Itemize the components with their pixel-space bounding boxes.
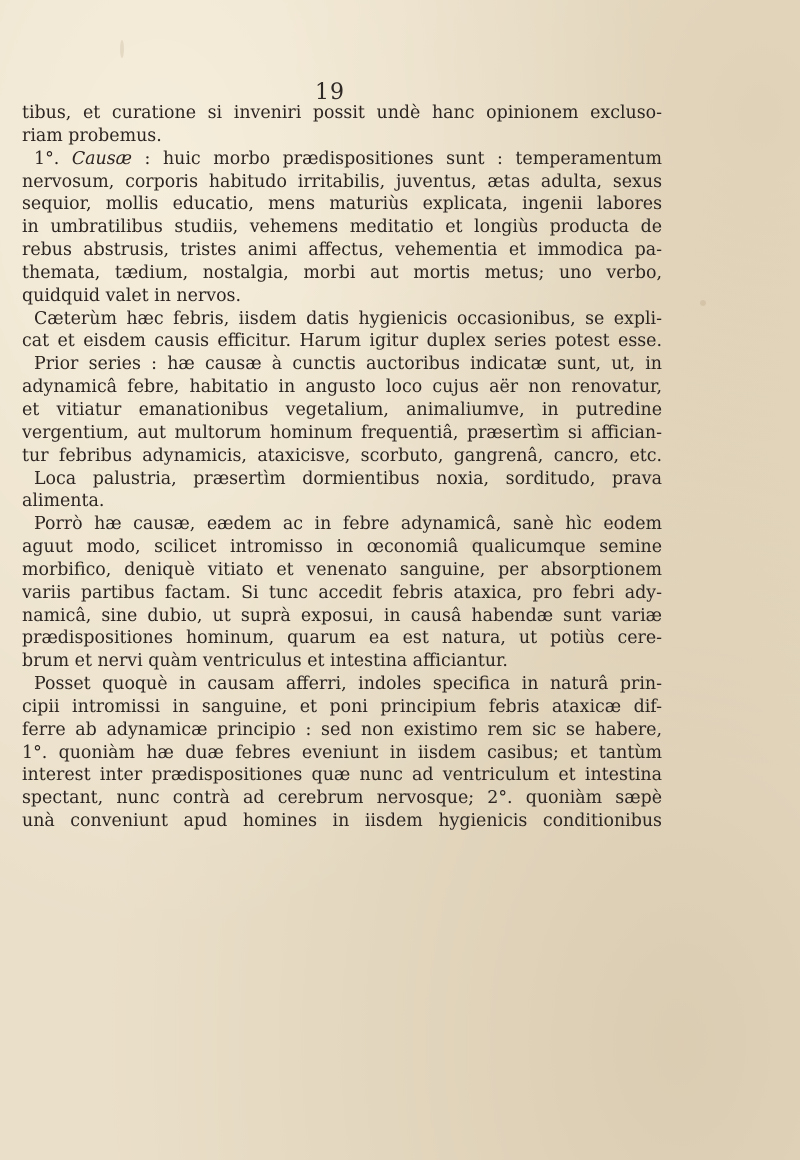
section-heading: Causæ xyxy=(71,148,132,169)
text-line: tibus, et curatione si inveniri possit undè hanc opinionem excluso- xyxy=(22,103,662,123)
text-line: Prior series : hæ causæ à cunctis auctoribus indicatæ sunt, ut, in xyxy=(34,354,662,375)
paper-mark xyxy=(120,40,124,58)
text-line: Posset quoquè in causam afferri, indoles specifica in naturâ prin- xyxy=(34,674,662,695)
text-line: variis partibus factam. Si tunc accedit febris ataxica, pro febri ady- xyxy=(22,582,662,603)
section-number: 1°. xyxy=(34,148,72,169)
text-line: spectant, nunc contrà ad cerebrum nervosque; 2°. quoniàm sæpè xyxy=(22,788,662,809)
text-line: prædispositiones hominum, quarum ea est natura, ut potiùs cere- xyxy=(22,628,662,649)
text-line: Cæterùm hæc febris, iisdem datis hygienicis occasionibus, se expli- xyxy=(34,308,662,329)
text-line: themata, tædium, nostalgia, morbi aut mortis metus; uno verbo, xyxy=(22,262,662,283)
text-line: adynamicâ febre, habitatio in angusto loco cujus aër non renovatur, xyxy=(22,377,662,398)
text-line: tur febribus adynamicis, ataxicisve, scorbuto, gangrenâ, cancro, etc. xyxy=(22,445,662,466)
paper-spot xyxy=(700,300,706,306)
text-fragment: : huic morbo prædispositiones sunt : temperamentum xyxy=(132,148,662,169)
text-line: vergentium, aut multorum hominum frequentiâ, præsertìm si affician- xyxy=(22,422,662,443)
text-line: cat et eisdem causis efficitur. Harum igitur duplex series potest esse. xyxy=(22,331,662,352)
text-line: alimenta. xyxy=(22,491,105,512)
text-line: nervosum, corporis habitudo irritabilis, juventus, ætas adulta, sexus xyxy=(22,171,662,192)
text-line: et vitiatur emanationibus vegetalium, animaliumve, in putredine xyxy=(22,399,662,420)
text-line: ferre ab adynamicæ principio : sed non existimo rem sic se habere, xyxy=(22,719,662,740)
text-line: sequior, mollis educatio, mens maturiùs explicata, ingenii labores xyxy=(22,194,662,215)
text-line: riam probemus. xyxy=(22,125,162,146)
text-line: interest inter prædispositiones quæ nunc ad ventriculum et intestina xyxy=(22,765,662,786)
text-line: namicâ, sine dubio, ut suprà exposui, in causâ habendæ sunt variæ xyxy=(22,605,662,626)
text-line: Porrò hæ causæ, eædem ac in febre adynamicâ, sanè hìc eodem xyxy=(34,514,662,535)
text-line: cipii intromissi in sanguine, et poni principium febris ataxicæ dif- xyxy=(22,696,662,717)
text-line: 1°. quoniàm hæ duæ febres eveniunt in iisdem casibus; et tantùm xyxy=(22,742,662,763)
text-line-causae xyxy=(22,148,662,171)
text-line: in umbratilibus studiis, vehemens meditatio et longiùs producta de xyxy=(22,217,662,238)
text-line: rebus abstrusis, tristes animi affectus, vehementia et immodica pa- xyxy=(22,240,662,261)
text-line: unà conveniunt apud homines in iisdem hygienicis conditionibus xyxy=(22,811,662,832)
text-line: brum et nervi quàm ventriculus et intestina afficiantur. xyxy=(22,651,508,672)
text-line: Loca palustria, præsertìm dormientibus noxia, sorditudo, prava xyxy=(34,468,662,489)
text-line: quidquid valet in nervos. xyxy=(22,285,241,306)
body-text xyxy=(22,102,662,833)
text-line: morbifico, deniquè vitiato et venenato sanguine, per absorptionem xyxy=(22,559,662,580)
page-number: 19 xyxy=(315,80,345,105)
text-line: aguut modo, scilicet intromisso in œconomiâ qualicumque semine xyxy=(22,537,662,558)
